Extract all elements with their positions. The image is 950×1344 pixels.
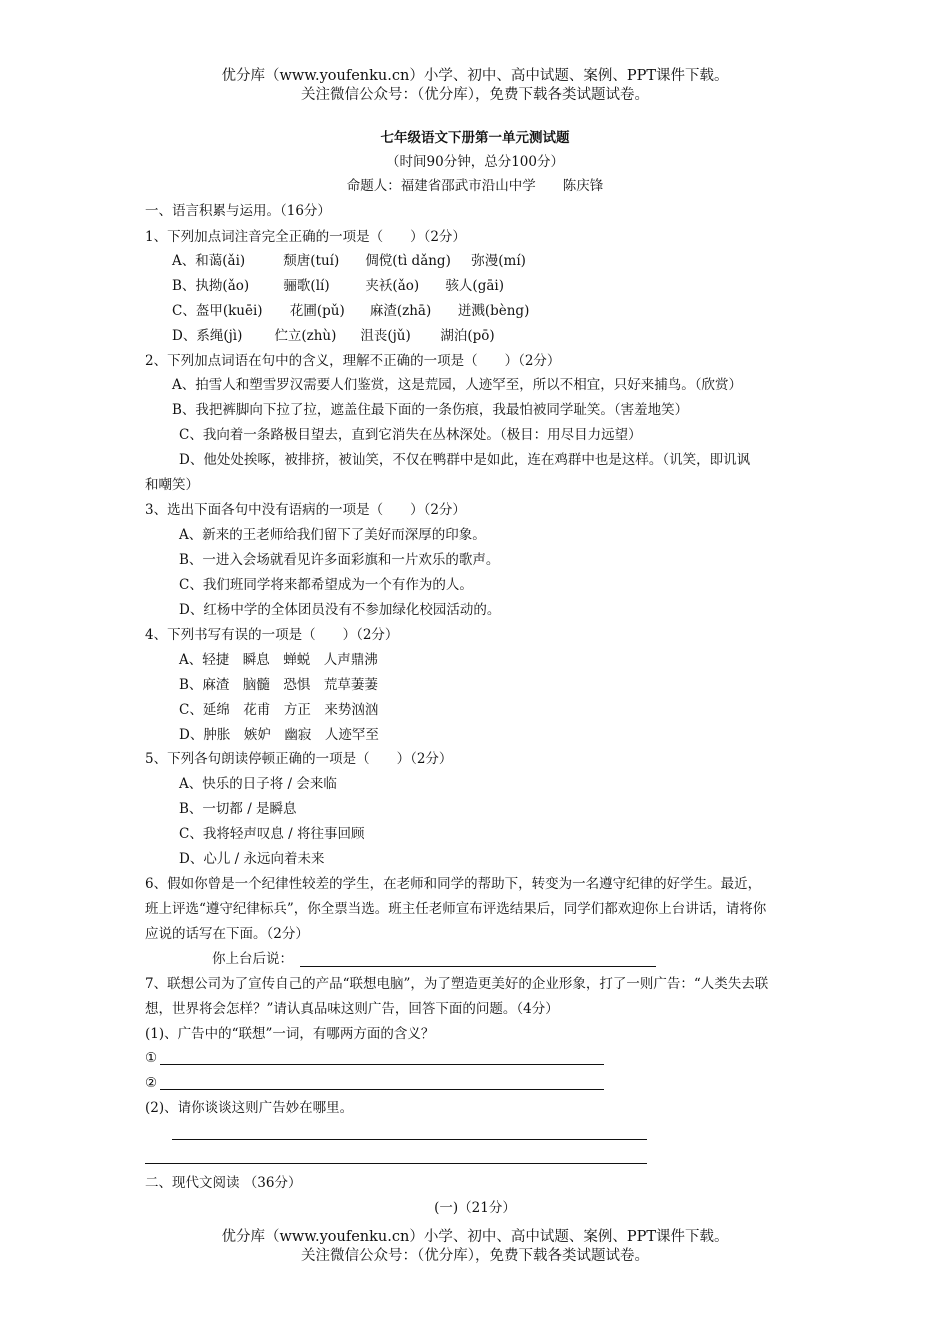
page-header <box>0 67 950 105</box>
q4-option-a: A、轻捷 瞬息 蝉蜕 人声鼎沸 <box>179 652 378 668</box>
q3-stem: 3、选出下面各句中没有语病的一项是（ ）（2分） <box>145 502 466 518</box>
q1-option-a <box>172 252 536 270</box>
q7-answer-line-4[interactable] <box>145 1163 647 1164</box>
q7-answer-line-1[interactable] <box>160 1064 604 1065</box>
part-1-heading: (一)（21分） <box>434 1200 516 1216</box>
q3-option-b: B、一进入会场就看见许多面彩旗和一片欢乐的歌声。 <box>179 552 500 568</box>
option-item: 弥漫(mí) <box>471 253 526 269</box>
q5-option-d: D、心儿 / 永远向着未来 <box>179 851 325 867</box>
option-label: A、 <box>172 253 196 269</box>
footer-line-1: 优分库（www.youfenku.cn）小学、初中、高中试题、案例、PPT课件下载。 <box>221 1229 729 1245</box>
q7-sub-question-2: (2)、请你谈谈这则广告妙在哪里。 <box>145 1100 354 1116</box>
q3-option-d: D、红杨中学的全体团员没有不参加绿化校园活动的。 <box>179 602 501 618</box>
option-item: 盔甲(kuēi) <box>195 303 263 319</box>
option-item: 夹袄(ǎo) <box>365 278 420 294</box>
doc-title: 七年级语文下册第一单元测试题 <box>380 130 570 146</box>
q3-option-c: C、我们班同学将来都希望成为一个有作为的人。 <box>179 577 473 593</box>
section-1-heading: 一、语言积累与运用。（16分） <box>145 203 331 219</box>
q4-option-b: B、麻渣 脑髓 恐惧 荒草萋萋 <box>179 677 378 693</box>
page-footer <box>0 1228 950 1266</box>
option-label: C、 <box>172 303 196 319</box>
option-item: 倜傥(tì dǎng) <box>365 253 451 269</box>
q4-stem: 4、下列书写有误的一项是（ ）（2分） <box>145 627 399 643</box>
option-item: 执拗(ǎo) <box>195 278 250 294</box>
q7-answer-mark-1: ① <box>145 1050 158 1066</box>
q1-option-b <box>172 277 514 295</box>
q6-line-3: 应说的话写在下面。（2分） <box>145 926 309 942</box>
q7-sub-question-1: (1)、广告中的“联想”一词，有哪两方面的含义？ <box>145 1026 435 1042</box>
q6-line-2: 班上评选“遵守纪律标兵”，你全票当选。班主任老师宣布评选结果后，同学们都欢迎你上台讲话，请将你 <box>145 901 767 917</box>
q7-answer-line-3[interactable] <box>172 1139 647 1140</box>
q5-stem: 5、下列各句朗读停顿正确的一项是（ ）（2分） <box>145 751 453 767</box>
header-line-2: 关注微信公众号：（优分库），免费下载各类试题试卷。 <box>301 87 649 103</box>
q2-stem: 2、下列加点词语在句中的含义，理解不正确的一项是（ ）（2分） <box>145 353 561 369</box>
q6-line-1: 6、假如你曾是一个纪律性较差的学生，在老师和同学的帮助下，转变为一名遵守纪律的好学生。最近， <box>145 876 762 892</box>
q2-option-d-line-1: D、他处处挨啄，被排挤，被讪笑，不仅在鸭群中是如此，连在鸡群中也是这样。（讥笑，即讥讽 <box>179 452 751 468</box>
q2-option-d-line-2: 和嘲笑） <box>145 477 199 493</box>
footer-line-2: 关注微信公众号：（优分库），免费下载各类试题试卷。 <box>301 1248 649 1264</box>
option-label: B、 <box>172 278 196 294</box>
option-item: 骊歌(lí) <box>283 278 330 294</box>
q4-option-c: C、延绵 花甫 方正 来势汹汹 <box>179 702 379 718</box>
q2-option-c: C、我向着一条路极目望去，直到它消失在丛林深处。（极目：用尽目力远望） <box>179 427 642 443</box>
q5-option-a: A、快乐的日子将 / 会来临 <box>179 776 337 792</box>
q6-answer-line[interactable] <box>300 966 656 967</box>
q2-option-b: B、我把裤脚向下拉了拉，遮盖住最下面的一条伤痕，我最怕被同学耻笑。（害羞地笑） <box>172 402 689 418</box>
q7-line-2: 想，世界将会怎样？”请认真品味这则广告，回答下面的问题。（4分） <box>145 1001 559 1017</box>
q1-option-d <box>172 327 505 345</box>
header-line-1: 优分库（www.youfenku.cn）小学、初中、高中试题、案例、PPT课件下载。 <box>221 68 729 84</box>
q7-answer-mark-2: ② <box>145 1075 158 1091</box>
option-item: 湖泊(pō) <box>440 328 495 344</box>
option-item: 和蔼(ǎi) <box>195 253 246 269</box>
option-label: D、 <box>172 328 197 344</box>
q7-line-1: 7、联想公司为了宣传自己的产品“联想电脑”，为了塑造更美好的企业形象，打了一则广告：“人类失去联 <box>145 976 769 992</box>
option-item: 骇人(gāi) <box>445 278 504 294</box>
q5-option-c: C、我将轻声叹息 / 将往事回顾 <box>179 826 365 842</box>
q4-option-d: D、肿胀 嫉妒 幽寂 人迹罕至 <box>179 727 379 743</box>
doc-subtitle: （时间90分钟，总分100分） <box>386 154 564 170</box>
q6-prompt: 你上台后说： <box>212 951 293 967</box>
doc-author: 命题人：福建省邵武市沿山中学 陈庆锋 <box>346 178 604 194</box>
q1-stem: 1、下列加点词注音完全正确的一项是（ ）（2分） <box>145 229 466 245</box>
option-item: 颓唐(tuí) <box>283 253 340 269</box>
option-item: 系绳(jì) <box>196 328 243 344</box>
q1-option-c <box>172 302 539 320</box>
q5-option-b: B、一切都 / 是瞬息 <box>179 801 297 817</box>
option-item: 伫立(zhù) <box>274 328 337 344</box>
option-item: 麻渣(zhā) <box>369 303 432 319</box>
section-2-heading: 二、现代文阅读 （36分） <box>145 1175 302 1191</box>
option-item: 花圃(pǔ) <box>289 303 345 319</box>
q3-option-a: A、新来的王老师给我们留下了美好而深厚的印象。 <box>179 527 486 543</box>
option-item: 沮丧(jǔ) <box>360 328 411 344</box>
q2-option-a: A、拍雪人和塑雪罗汉需要人们鉴赏，这是荒园，人迹罕至，所以不相宜，只好来捕鸟。（欣赏） <box>172 377 742 393</box>
option-item: 迸溅(bèng) <box>457 303 530 319</box>
q7-answer-line-2[interactable] <box>160 1089 604 1090</box>
